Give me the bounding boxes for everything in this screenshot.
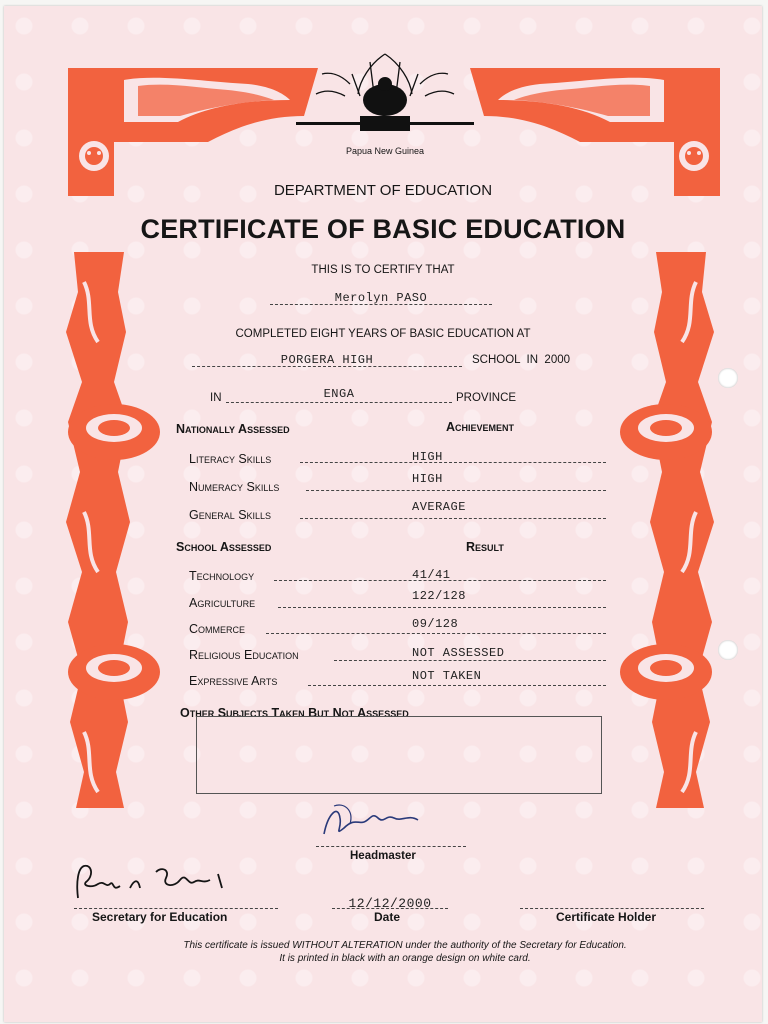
left-border-pillar (54, 252, 164, 808)
top-right-ornament (470, 56, 720, 196)
holder-line (520, 902, 704, 909)
emblem-caption: Papua New Guinea (345, 146, 425, 156)
commerce-label: Commerce (189, 622, 246, 636)
secretary-line (74, 902, 278, 909)
technology-value: 41/41 (412, 568, 451, 582)
headmaster-label: Headmaster (350, 850, 416, 862)
student-name: Merolyn PASO (334, 291, 428, 305)
bird-of-paradise-emblem-icon (290, 44, 480, 154)
other-subjects-box (196, 716, 602, 794)
literacy-value: HIGH (412, 450, 443, 464)
top-left-ornament (68, 56, 318, 196)
secretary-label: Secretary for Education (92, 910, 228, 924)
punch-hole (718, 640, 738, 660)
technology-label: Technology (189, 569, 255, 583)
province-line (226, 384, 452, 403)
department-heading: DEPARTMENT OF EDUCATION (273, 182, 493, 199)
footer-line-1: This certificate is issued WITHOUT ALTERATION under the authority of the Secretary for Education. (183, 940, 627, 951)
province-label: PROVINCE (456, 392, 517, 404)
nationally-assessed-heading: Nationally Assessed (176, 422, 290, 436)
school-year-text: SCHOOL IN 2000 (472, 354, 571, 366)
agriculture-line (278, 589, 606, 608)
expressive-arts-label: Expressive Arts (189, 674, 278, 688)
secretary-signature (70, 858, 240, 908)
religious-education-label: Religious Education (189, 648, 299, 662)
school-line (192, 350, 462, 367)
general-skills-label: General Skills (189, 508, 272, 522)
commerce-line (266, 617, 606, 634)
agriculture-label: Agriculture (189, 596, 256, 610)
date-value: 12/12/2000 (348, 896, 432, 911)
literacy-label: Literacy Skills (189, 452, 272, 466)
religious-education-value: NOT ASSESSED (412, 646, 505, 660)
date-line (332, 894, 448, 909)
headmaster-line (316, 838, 466, 847)
expressive-arts-value: NOT TAKEN (412, 669, 482, 683)
commerce-value: 09/128 (412, 617, 459, 631)
religious-education-line (334, 648, 606, 661)
in-label: IN (210, 392, 222, 404)
date-label: Date (374, 910, 401, 924)
province-name: ENGA (323, 387, 355, 401)
school-assessed-heading: School Assessed (176, 540, 272, 554)
completed-line: COMPLETED EIGHT YEARS OF BASIC EDUCATION AT (235, 328, 531, 340)
certificate-title: CERTIFICATE OF BASIC EDUCATION (140, 214, 626, 244)
general-skills-value: AVERAGE (412, 500, 466, 514)
headmaster-signature (314, 794, 434, 844)
literacy-line (300, 450, 606, 463)
agriculture-value: 122/128 (412, 589, 466, 603)
footer-line-2: It is printed in black with an orange design on white card. (279, 953, 531, 964)
general-skills-line (300, 500, 606, 519)
certificate-paper (4, 6, 762, 1022)
numeracy-line (306, 472, 606, 491)
punch-hole (718, 368, 738, 388)
result-heading: Result (466, 540, 504, 554)
school-name: PORGERA HIGH (280, 353, 374, 367)
student-name-line (270, 288, 492, 305)
right-border-pillar (616, 252, 726, 808)
achievement-heading: Achievement (446, 420, 515, 434)
numeracy-label: Numeracy Skills (189, 480, 280, 494)
numeracy-value: HIGH (412, 472, 443, 486)
other-subjects-heading: Other Subjects Taken But Not Assessed (180, 706, 409, 720)
expressive-arts-line (308, 669, 606, 686)
certify-line: THIS IS TO CERTIFY THAT (311, 264, 455, 276)
holder-label: Certificate Holder (556, 910, 657, 924)
technology-line (274, 568, 606, 581)
